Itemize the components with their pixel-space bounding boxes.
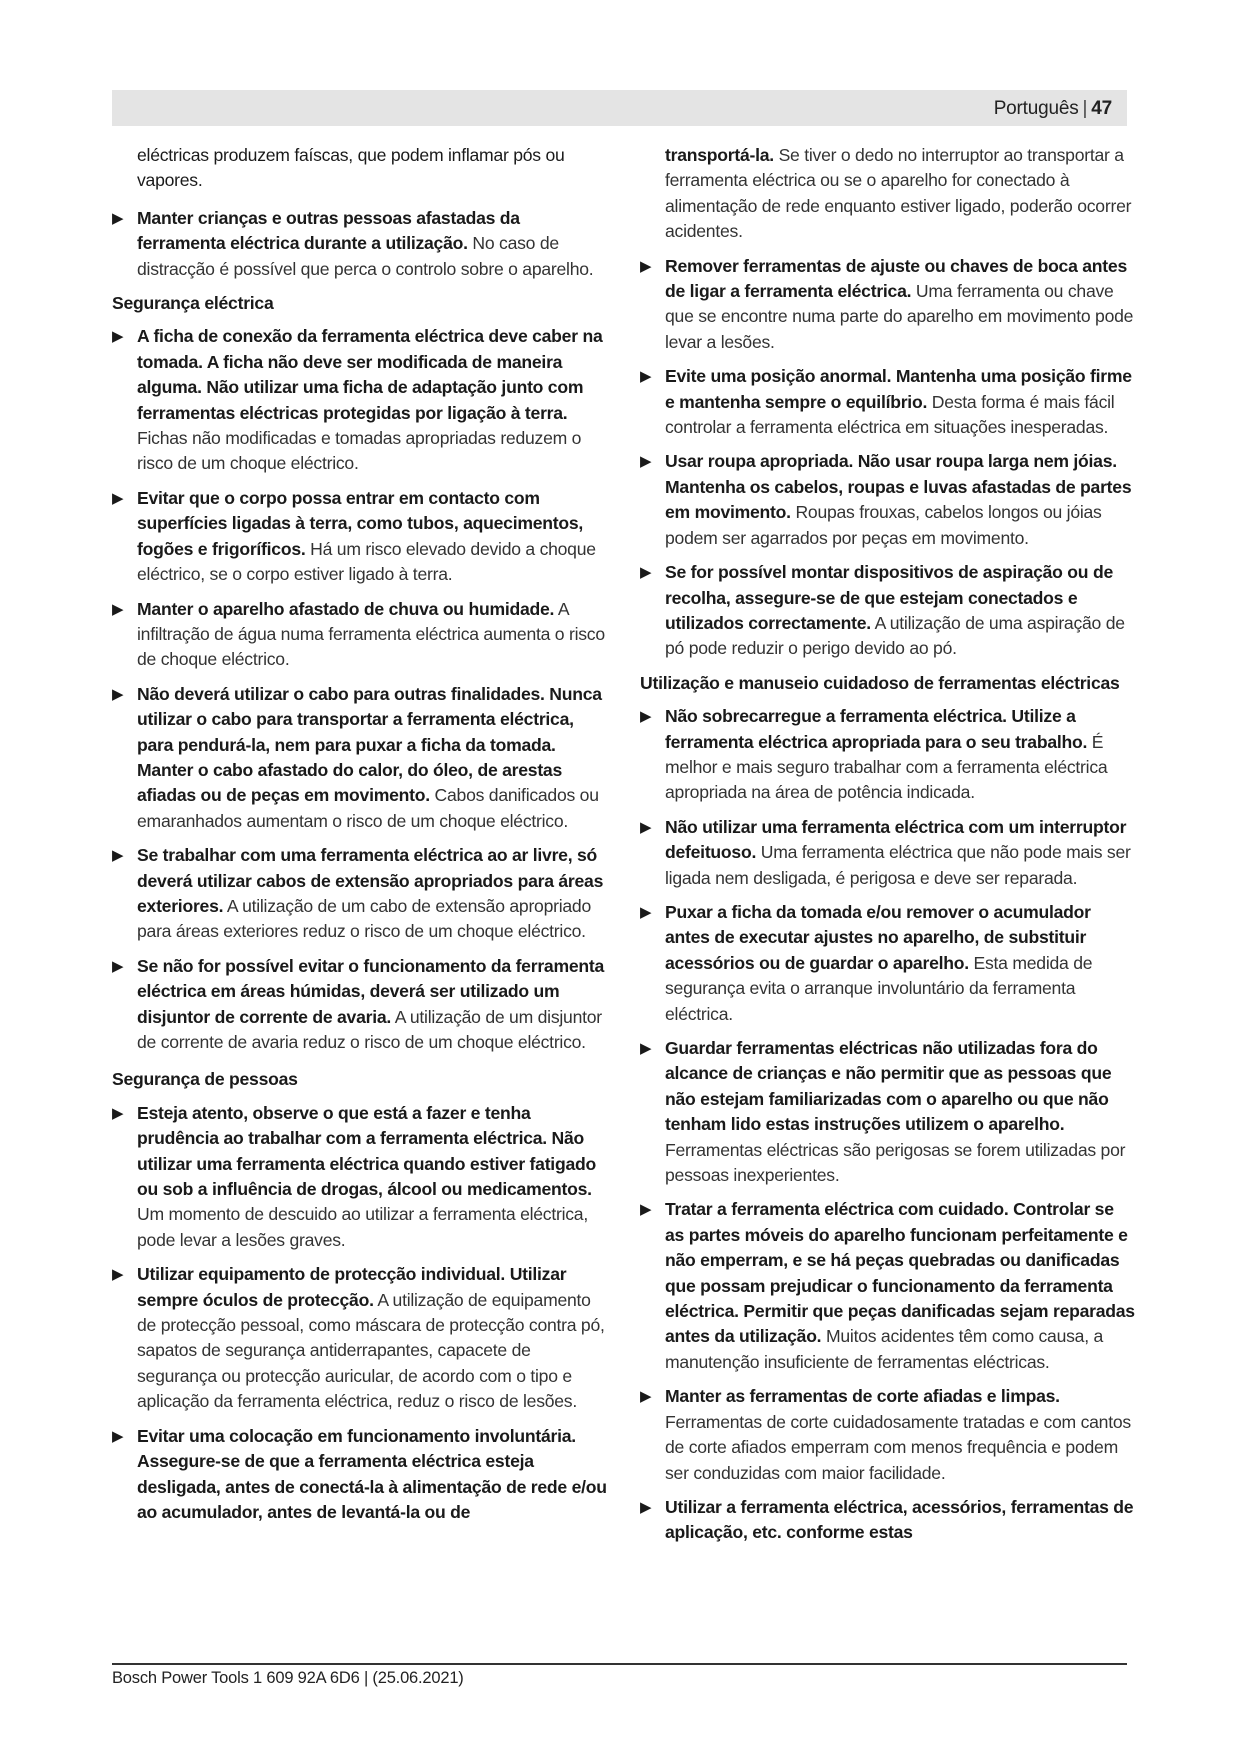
list-item bbox=[640, 1197, 1135, 1375]
item-bold-text: Utilizar a ferramenta eléctrica, acessórios, ferramentas de aplicação, etc. conforme estas bbox=[665, 1496, 1134, 1543]
arrow-right-icon: ▶ bbox=[640, 1498, 652, 1516]
list-item bbox=[640, 364, 1135, 440]
item-bold-text: Manter o aparelho afastado de chuva ou humidade. bbox=[137, 598, 555, 619]
item-normal-text: Cabos danificados ou emaranhados aumentam o risco de um choque eléctrico. bbox=[137, 785, 599, 831]
arrow-right-icon: ▶ bbox=[640, 368, 652, 386]
arrow-right-icon: ▶ bbox=[640, 257, 652, 275]
arrow-right-icon: ▶ bbox=[112, 1266, 124, 1284]
item-normal-text: Uma ferramenta ou chave que se encontre numa parte do aparelho em movimento pode levar a lesões. bbox=[665, 281, 1134, 352]
item-list-tool-use bbox=[640, 704, 1135, 1546]
arrow-right-icon: ▶ bbox=[112, 489, 124, 507]
item-normal-text: Ferramentas eléctricas são perigosas se forem utilizadas por pessoas inexperientes. bbox=[665, 1139, 1126, 1186]
header-separator: | bbox=[1082, 98, 1088, 119]
list-item bbox=[112, 1262, 607, 1414]
list-item bbox=[112, 1101, 607, 1253]
list-item bbox=[112, 324, 607, 476]
item-bold-text: A ficha de conexão da ferramenta eléctrica deve caber na tomada. A ficha não deve ser modificada de maneira alguma. Não utilizar uma ficha de adaptação junto com ferramentas eléctricas protegidas por ligação à terra. bbox=[137, 326, 603, 423]
item-normal-text: Uma ferramenta eléctrica que não pode mais ser ligada nem desligada, é perigosa e deve ser reparada. bbox=[665, 842, 1131, 888]
item-normal-text: É melhor e mais seguro trabalhar com a ferramenta eléctrica apropriada na área de potência indicada. bbox=[665, 731, 1108, 803]
item-bold-text: Tratar a ferramenta eléctrica com cuidado. Controlar se as partes móveis do aparelho funcionam perfeitamente e não emperram, e se há peças quebradas ou danificadas que possam prejudicar o funcionamento da ferramenta eléctrica. Permitir que peças danificadas sejam reparadas antes da utilização. bbox=[665, 1199, 1135, 1347]
list-item bbox=[112, 597, 607, 673]
list-item bbox=[640, 449, 1135, 551]
item-bold-text: Evite uma posição anormal. Mantenha uma posição firme e mantenha sempre o equilíbrio. bbox=[665, 366, 1132, 412]
header-label bbox=[994, 98, 1112, 120]
list-item bbox=[112, 486, 607, 588]
arrow-right-icon: ▶ bbox=[640, 1201, 652, 1219]
item-normal-text: Roupas frouxas, cabelos longos ou jóias podem ser agarrados por peças em movimento. bbox=[665, 502, 1102, 548]
section-heading-personal: Segurança de pessoas bbox=[112, 1069, 298, 1090]
item-normal-text: Fichas não modificadas e tomadas apropriadas reduzem o risco de um choque eléctrico. bbox=[137, 428, 582, 474]
page-number: 47 bbox=[1091, 98, 1112, 119]
arrow-right-icon: ▶ bbox=[112, 328, 124, 346]
item-normal-text: A utilização de equipamento de protecção pessoal, como máscara de protecção contra pó, sapatos de segurança antiderrapantes, capacete de segurança ou protecção auricular, de acordo com o tipo e aplicação da ferramenta eléctrica, reduz o risco de lesões. bbox=[137, 1289, 605, 1412]
item-bold-text: Manter as ferramentas de corte afiadas e limpas. bbox=[665, 1386, 1060, 1407]
list-item bbox=[640, 1495, 1135, 1546]
item-normal-text: Esta medida de segurança evita o arranque involuntário da ferramenta eléctrica. bbox=[665, 952, 1093, 1024]
list-item bbox=[640, 1036, 1135, 1188]
header-language: Português bbox=[993, 98, 1079, 119]
list-item bbox=[640, 815, 1135, 891]
arrow-right-icon: ▶ bbox=[640, 564, 652, 582]
item-bold-text: Manter crianças e outras pessoas afastadas da ferramenta eléctrica durante a utilização. bbox=[137, 207, 520, 254]
item-bold-text: Se for possível montar dispositivos de aspiração ou de recolha, assegure-se de que estejam conectados e utilizados correctamente. bbox=[665, 562, 1113, 633]
list-item bbox=[112, 843, 607, 945]
item-bold-text: Evitar uma colocação em funcionamento involuntária. Assegure-se de que a ferramenta eléctrica esteja desligada, antes de conectá-la à alimentação de rede e/ou ao acumulador, antes de levantá-la ou de bbox=[137, 1425, 607, 1522]
arrow-right-icon: ▶ bbox=[112, 685, 124, 703]
item-normal-text: Desta forma é mais fácil controlar a ferramenta eléctrica em situações inesperadas. bbox=[665, 391, 1115, 438]
list-item bbox=[112, 1424, 607, 1526]
arrow-right-icon: ▶ bbox=[112, 209, 124, 227]
item-bold-text: Não sobrecarregue a ferramenta eléctrica. Utilize a ferramenta eléctrica apropriada para o seu trabalho. bbox=[665, 706, 1088, 752]
arrow-right-icon: ▶ bbox=[640, 1388, 652, 1406]
item-bold-text: Utilizar equipamento de protecção individual. Utilizar sempre óculos de protecção. bbox=[137, 1264, 567, 1310]
section-heading-electrical: Segurança eléctrica bbox=[112, 293, 274, 314]
footer-text: Bosch Power Tools 1 609 92A 6D6 | (25.06.2021) bbox=[112, 1669, 464, 1687]
right-column bbox=[640, 143, 1135, 1555]
item-list-top-left bbox=[112, 206, 607, 282]
item-list-personal bbox=[112, 1101, 607, 1526]
item-normal-text: Muitos acidentes têm como causa, a manutenção insuficiente de ferramentas eléctricas. bbox=[665, 1326, 1104, 1372]
arrow-right-icon: ▶ bbox=[112, 1427, 124, 1445]
item-bold-text: Evitar que o corpo possa entrar em contacto com superfícies ligadas à terra, como tubos, aquecimentos, fogões e frigoríficos. bbox=[137, 487, 584, 559]
footer-divider bbox=[112, 1663, 1127, 1665]
list-item bbox=[112, 682, 607, 834]
item-normal-text: Um momento de descuido ao utilizar a ferramenta eléctrica, pode levar a lesões graves. bbox=[137, 1204, 588, 1250]
list-item bbox=[640, 1384, 1135, 1486]
item-bold-text: Esteja atento, observe o que está a fazer e tenha prudência ao trabalhar com a ferramenta eléctrica. Não utilizar uma ferramenta eléctrica quando estiver fatigado ou sob a influência de drogas, álcool ou medicamentos. bbox=[137, 1102, 596, 1200]
item-bold-text: Puxar a ficha da tomada e/ou remover o acumulador antes de executar ajustes no aparelho, de substituir acessórios ou de guardar o aparelho. bbox=[665, 901, 1091, 973]
list-item bbox=[112, 206, 607, 282]
item-bold-text: Não deverá utilizar o cabo para outras finalidades. Nunca utilizar o cabo para transportar a ferramenta eléctrica, para pendurá-la, nem para puxar a ficha da tomada. Manter o cabo afastado do calor, do óleo, de arestas afiadas ou de peças em movimento. bbox=[137, 683, 602, 806]
arrow-right-icon: ▶ bbox=[112, 847, 124, 865]
item-normal-text: A utilização de um disjuntor de corrente de avaria reduz o risco de um choque eléctrico. bbox=[137, 1006, 602, 1052]
item-list-electrical bbox=[112, 324, 607, 1055]
arrow-right-icon: ▶ bbox=[112, 957, 124, 975]
continuation-bold: transportá-la. bbox=[665, 145, 774, 165]
item-bold-text: Não utilizar uma ferramenta eléctrica com um interruptor defeituoso. bbox=[665, 816, 1127, 863]
list-item bbox=[640, 704, 1135, 806]
section-heading-tool-use: Utilização e manuseio cuidadoso de ferramentas eléctricas bbox=[640, 672, 1120, 693]
arrow-right-icon: ▶ bbox=[640, 818, 652, 836]
list-item bbox=[640, 900, 1135, 1027]
item-bold-text: Remover ferramentas de ajuste ou chaves de boca antes de ligar a ferramenta eléctrica. bbox=[665, 255, 1127, 302]
item-normal-text: Há um risco elevado devido a choque eléctrico, se o corpo estiver ligado à terra. bbox=[137, 538, 596, 585]
item-bold-text: Se trabalhar com uma ferramenta eléctrica ao ar livre, só deverá utilizar cabos de extensão apropriados para áreas exteriores. bbox=[137, 845, 604, 916]
item-bold-text: Usar roupa apropriada. Não usar roupa larga nem jóias. Mantenha os cabelos, roupas e luvas afastadas de partes em movimento. bbox=[665, 451, 1132, 523]
list-item bbox=[112, 954, 607, 1056]
arrow-right-icon: ▶ bbox=[112, 1104, 124, 1122]
arrow-right-icon: ▶ bbox=[640, 453, 652, 471]
arrow-right-icon: ▶ bbox=[640, 1040, 652, 1057]
item-normal-text: No caso de distracção é possível que perca o controlo sobre o aparelho. bbox=[137, 233, 594, 279]
list-item bbox=[640, 254, 1135, 356]
item-bold-text: Guardar ferramentas eléctricas não utilizadas fora do alcance de crianças e não permitir que as pessoas que não estejam familiarizadas com o aparelho ou que não tenham lido estas instruções utilizem o aparelho. bbox=[665, 1038, 1112, 1135]
arrow-right-icon: ▶ bbox=[112, 600, 124, 618]
continuation-normal: Se tiver o dedo no interruptor ao transportar a ferramenta eléctrica ou se o aparelho for conectado à alimentação de rede enquanto estiver ligado, poderão ocorrer acidentes. bbox=[665, 145, 1132, 242]
item-normal-text: A infiltração de água numa ferramenta eléctrica aumenta o risco de choque eléctrico. bbox=[137, 598, 605, 670]
left-column bbox=[112, 143, 607, 1534]
list-item bbox=[640, 560, 1135, 662]
item-normal-text: A utilização de um cabo de extensão apropriado para áreas exteriores reduz o risco de um choque eléctrico. bbox=[137, 895, 592, 942]
item-bold-text: Se não for possível evitar o funcionamento da ferramenta eléctrica em áreas húmidas, deverá ser utilizado um disjuntor de corrente de avaria. bbox=[137, 955, 605, 1027]
item-normal-text: A utilização de uma aspiração de pó pode reduzir o perigo devido ao pó. bbox=[665, 612, 1125, 659]
arrow-right-icon: ▶ bbox=[640, 903, 652, 921]
continuation-text: eléctricas produzem faíscas, que podem inflamar pós ou vapores. bbox=[137, 145, 565, 191]
arrow-right-icon: ▶ bbox=[640, 708, 652, 726]
continuation-text-right bbox=[640, 143, 1135, 245]
item-normal-text: Ferramentas de corte cuidadosamente tratadas e com cantos de corte afiados emperram com menos frequência e podem ser conduzidas com maior facilidade. bbox=[665, 1411, 1131, 1483]
item-list-top-right bbox=[640, 254, 1135, 662]
page-header bbox=[112, 90, 1127, 126]
